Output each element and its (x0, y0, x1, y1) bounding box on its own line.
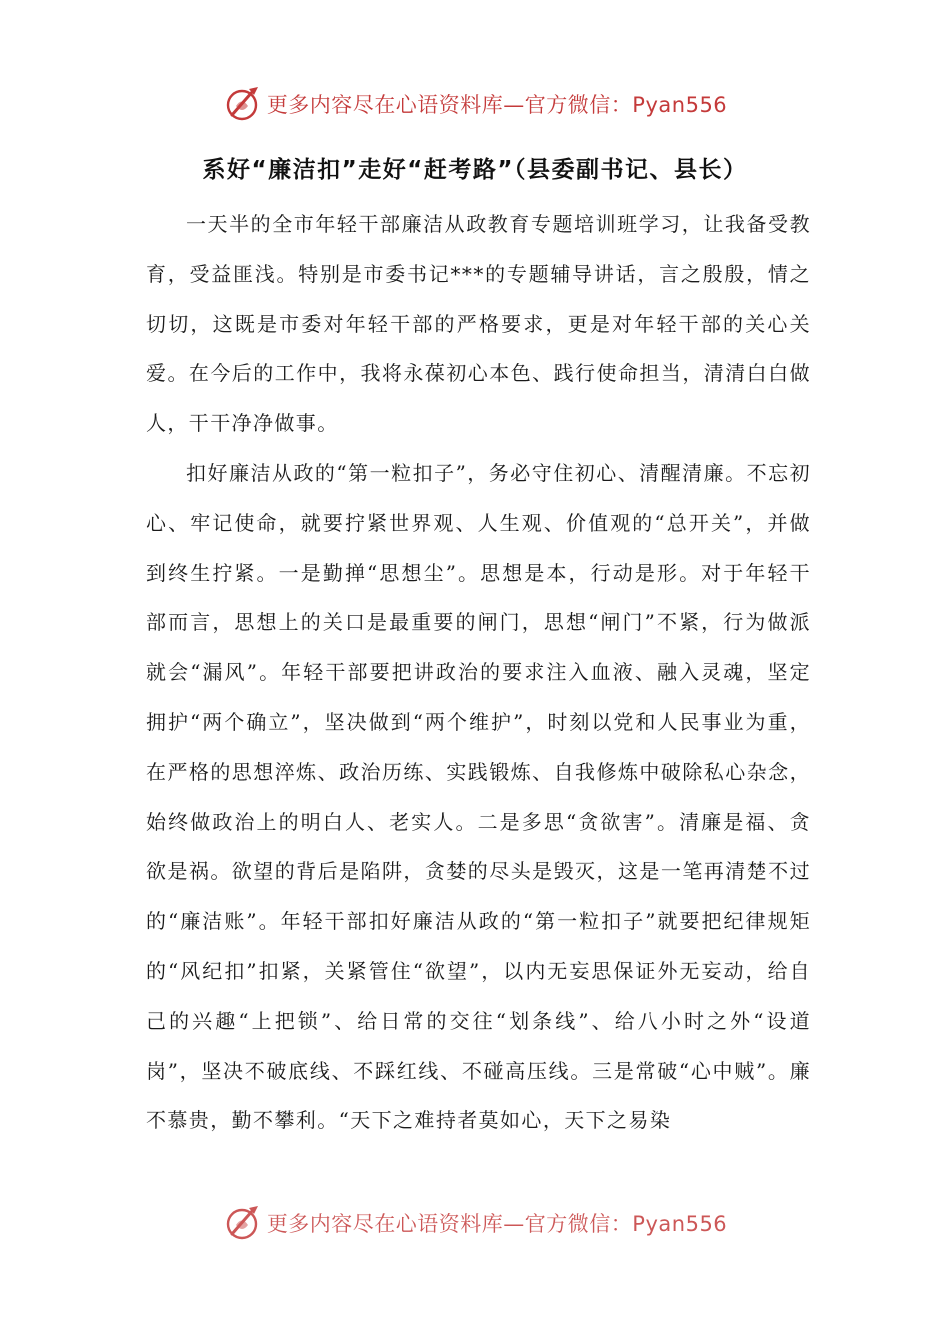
document-body (146, 200, 811, 1146)
watermark-footer (0, 1201, 950, 1245)
paragraph-intro: 一天半的全市年轻干部廉洁从政教育专题培训班学习，让我备受教育，受益匪浅。特别是市委书记***的专题辅导讲话，言之殷殷，情之切切，这既是市委对年轻干部的严格要求，更是对年轻干部的关心关爱。在今后的工作中，我将永葆初心本色、践行使命担当，清清白白做人，干干净净做事。 (146, 212, 811, 436)
document-title: 系好“廉洁扣”走好“赶考路”（县委副书记、县长） (202, 157, 748, 183)
paragraph-first-button: 扣好廉洁从政的“第一粒扣子”，务必守住初心、清醒清廉。不忘初心、牢记使命，就要拧紧世界观、人生观、价值观的“总开关”，并做到终生拧紧。一是勤掸“思想尘”。思想是本，行动是形。对于年轻干部而言，思想上的关口是最重要的闸门，思想“闸门”不紧，行为做派就会“漏风”。年轻干部要把讲政治的要求注入血液、融入灵魂，坚定拥护“两个确立”，坚决做到“两个维护”，时刻以党和人民事业为重，在严格的思想淬炼、政治历练、实践锻炼、自我修炼中破除私心杂念，始终做政治上的明白人、老实人。二是多思“贪欲害”。清廉是福、贪欲是祸。欲望的背后是陷阱，贪婪的尽头是毁灭，这是一笔再清楚不过的“廉洁账”。年轻干部扣好廉洁从政的“第一粒扣子”就要把纪律规矩的“风纪扣”扣紧，关紧管住“欲望”，以内无妄思保证外无妄动，给自己的兴趣“上把锁”、给日常的交往“划条线”、给八小时之外“设道岗”，坚决不破底线、不踩红线、不碰高压线。三是常破“心中贼”。廉不慕贵，勤不攀利。“天下之难持者莫如心，天下之易染 (146, 460, 811, 1133)
brand-logo-icon (223, 84, 263, 124)
watermark-text: 更多内容尽在心语资料库—官方微信：Pyan556 (266, 93, 728, 117)
watermark-text: 更多内容尽在心语资料库—官方微信：Pyan556 (266, 1212, 728, 1236)
brand-logo-icon (223, 1203, 263, 1243)
watermark-header (0, 82, 950, 126)
